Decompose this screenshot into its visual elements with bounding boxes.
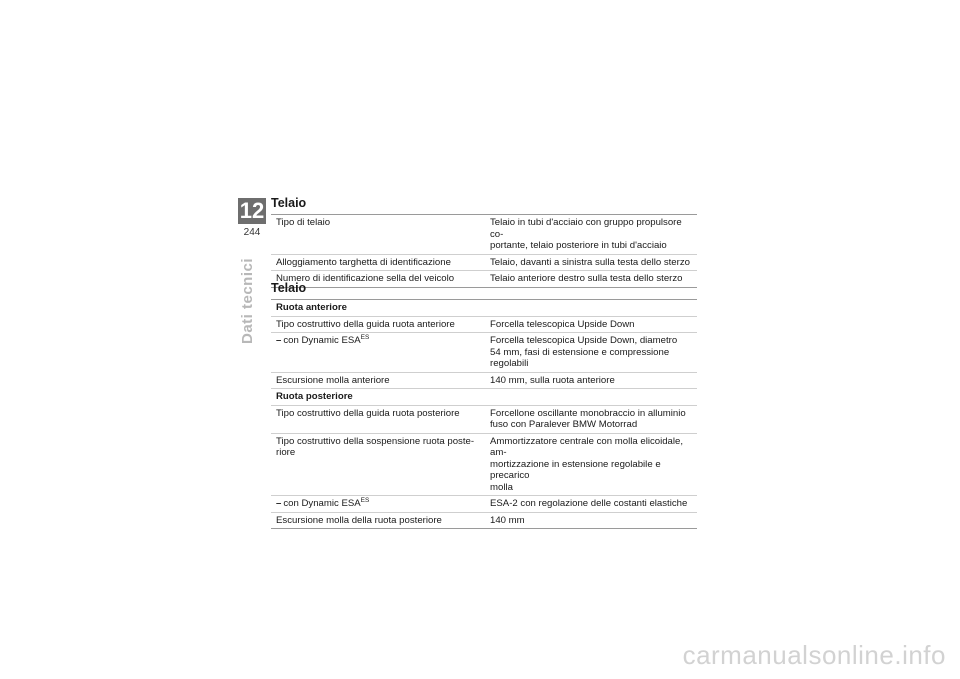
table-cell-label: [271, 496, 485, 513]
table-cell-label: Tipo costruttivo della guida ruota anteriore: [271, 316, 485, 333]
table-cell-value: Telaio anteriore destro sulla testa dello sterzo: [485, 271, 697, 288]
table-row: [271, 405, 697, 433]
table-row: [271, 372, 697, 389]
table-cell-label: [271, 333, 485, 373]
option-label: con Dynamic ESA: [283, 335, 361, 346]
table-cell-label: Escursione molla della ruota posteriore: [271, 512, 485, 529]
table-row: [271, 433, 697, 496]
table-cell-value: Forcella telescopica Upside Down, diametro 54 mm, fasi di estensione e compressione regolabili: [485, 333, 697, 373]
section-suspension: [271, 281, 697, 529]
table-cell-value: 140 mm, sulla ruota anteriore: [485, 372, 697, 389]
table-cell-value: Ammortizzatore centrale con molla elicoidale, am- mortizzazione in estensione regolabile e precarico molla: [485, 433, 697, 496]
section-title: Telaio: [271, 196, 307, 210]
table-cell-value: Forcella telescopica Upside Down: [485, 316, 697, 333]
option-code: ES: [360, 334, 370, 341]
section-title: Telaio: [271, 281, 307, 295]
page-number: 244: [243, 227, 261, 238]
table-cell-label: Tipo di telaio: [271, 215, 485, 255]
group-heading-row: [271, 389, 697, 406]
table-row: [271, 496, 697, 513]
table-cell-value: ESA-2 con regolazione delle costanti elastiche: [485, 496, 697, 513]
table-cell-value: Forcellone oscillante monobraccio in alluminio fuso con Paralever BMW Motorrad: [485, 405, 697, 433]
group-heading-row: [271, 300, 697, 317]
watermark: carmanualsonline.info: [682, 640, 946, 670]
table-cell-label: Numero di identificazione sella del veicolo: [271, 271, 485, 288]
option-code: ES: [360, 497, 370, 504]
table-cell-label: Alloggiamento targhetta di identificazione: [271, 254, 485, 271]
frame-table: [271, 214, 697, 288]
table-cell-value: Telaio in tubi d'acciaio con gruppo propulsore co- portante, telaio posteriore in tubi d'acciaio: [485, 215, 697, 255]
table-row: [271, 316, 697, 333]
chapter-number: 12: [239, 198, 265, 223]
table-row: [271, 215, 697, 255]
table-cell-label: Escursione molla anteriore: [271, 372, 485, 389]
table-cell-value: Telaio, davanti a sinistra sulla testa dello sterzo: [485, 254, 697, 271]
suspension-table: [271, 299, 697, 529]
group-heading: Ruota anteriore: [271, 300, 697, 317]
group-heading: Ruota posteriore: [271, 389, 697, 406]
dash-marker: –: [276, 498, 282, 509]
chapter-title: Dati tecnici: [239, 257, 256, 344]
option-label: con Dynamic ESA: [283, 498, 361, 509]
dash-marker: –: [276, 335, 282, 346]
chapter-tab: [238, 198, 266, 238]
section-frame: [271, 196, 697, 288]
table-row: [271, 333, 697, 373]
table-row: [271, 254, 697, 271]
table-cell-value: 140 mm: [485, 512, 697, 529]
table-cell-label: Tipo costruttivo della sospensione ruota poste- riore: [271, 433, 485, 496]
table-row: [271, 512, 697, 529]
table-cell-label: Tipo costruttivo della guida ruota posteriore: [271, 405, 485, 433]
